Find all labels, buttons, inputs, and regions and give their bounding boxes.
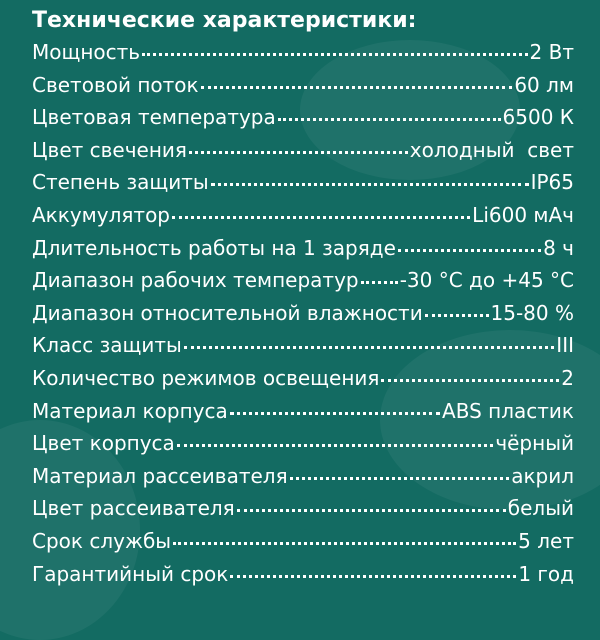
spec-label: Мощность xyxy=(32,40,141,64)
dot-leader xyxy=(177,444,494,447)
dot-leader xyxy=(361,281,398,284)
spec-row-protection-class xyxy=(32,333,574,366)
dot-leader xyxy=(173,542,516,545)
spec-row-luminous-flux xyxy=(32,73,574,106)
spec-row-power xyxy=(32,40,574,73)
spec-value: IP65 xyxy=(530,170,574,195)
spec-row-operating-temperature xyxy=(32,268,574,301)
spec-value: 6500 К xyxy=(502,105,574,130)
spec-row-diffuser-color xyxy=(32,496,574,529)
spec-row-runtime xyxy=(32,236,574,269)
spec-label: Материал корпуса xyxy=(32,398,228,423)
specifications-list xyxy=(32,40,574,594)
spec-value: 5 лет xyxy=(518,528,574,553)
spec-label: Диапазон рабочих температур xyxy=(32,268,359,293)
dot-leader xyxy=(237,509,506,512)
spec-row-light-color xyxy=(32,138,574,171)
spec-row-body-color xyxy=(32,431,574,464)
dot-leader xyxy=(381,379,559,382)
spec-row-color-temperature xyxy=(32,105,574,138)
spec-row-battery xyxy=(32,203,574,236)
spec-value: 15-80 % xyxy=(490,300,574,325)
spec-value: ABS пластик xyxy=(442,398,574,423)
spec-label: Диапазон относительной влажности xyxy=(32,300,423,325)
spec-row-warranty xyxy=(32,562,574,595)
spec-value: 8 ч xyxy=(543,235,574,260)
spec-label: Световой поток xyxy=(32,72,199,97)
dot-leader xyxy=(290,477,510,480)
spec-row-diffuser-material xyxy=(32,464,574,497)
spec-label: Цвет корпуса xyxy=(32,431,175,456)
dot-leader xyxy=(211,183,529,186)
spec-value: холодный свет xyxy=(409,137,574,162)
spec-label: Материал рассеивателя xyxy=(32,463,288,488)
spec-label: Класс защиты xyxy=(32,333,182,358)
spec-label: Длительность работы на 1 заряде xyxy=(32,235,396,260)
dot-leader xyxy=(189,151,408,154)
dot-leader xyxy=(425,314,489,317)
dot-leader xyxy=(184,346,555,349)
spec-label: Цвет свечения xyxy=(32,137,187,162)
spec-label: Цвет рассеивателя xyxy=(32,496,235,521)
spec-value: 2 Вт xyxy=(529,40,574,64)
spec-label: Степень защиты xyxy=(32,170,209,195)
spec-row-humidity xyxy=(32,301,574,334)
spec-row-lighting-modes xyxy=(32,366,574,399)
spec-label: Срок службы xyxy=(32,528,172,553)
spec-label: Количество режимов освещения xyxy=(32,365,380,390)
spec-row-body-material xyxy=(32,399,574,432)
spec-label: Цветовая температура xyxy=(32,105,276,130)
spec-value: чёрный xyxy=(495,431,574,456)
specifications-title: Технические характеристики: xyxy=(32,8,417,33)
spec-value: белый xyxy=(507,496,574,521)
spec-value: -30 °С до +45 °С xyxy=(399,268,574,293)
spec-value: Li600 мАч xyxy=(472,202,574,227)
spec-value: III xyxy=(556,333,574,358)
dot-leader xyxy=(398,249,541,252)
spec-value: 2 xyxy=(561,365,574,390)
dot-leader xyxy=(201,86,513,89)
spec-label: Аккумулятор xyxy=(32,202,170,227)
spec-label: Гарантийный срок xyxy=(32,561,229,586)
spec-value: 1 год xyxy=(518,561,574,586)
spec-value: 60 лм xyxy=(514,72,574,97)
spec-value: акрил xyxy=(511,463,574,488)
dot-leader xyxy=(172,216,470,219)
spec-row-protection-degree xyxy=(32,170,574,203)
spec-row-service-life xyxy=(32,529,574,562)
dot-leader xyxy=(230,575,516,578)
dot-leader xyxy=(142,53,527,56)
dot-leader xyxy=(230,412,440,415)
dot-leader xyxy=(278,118,501,121)
